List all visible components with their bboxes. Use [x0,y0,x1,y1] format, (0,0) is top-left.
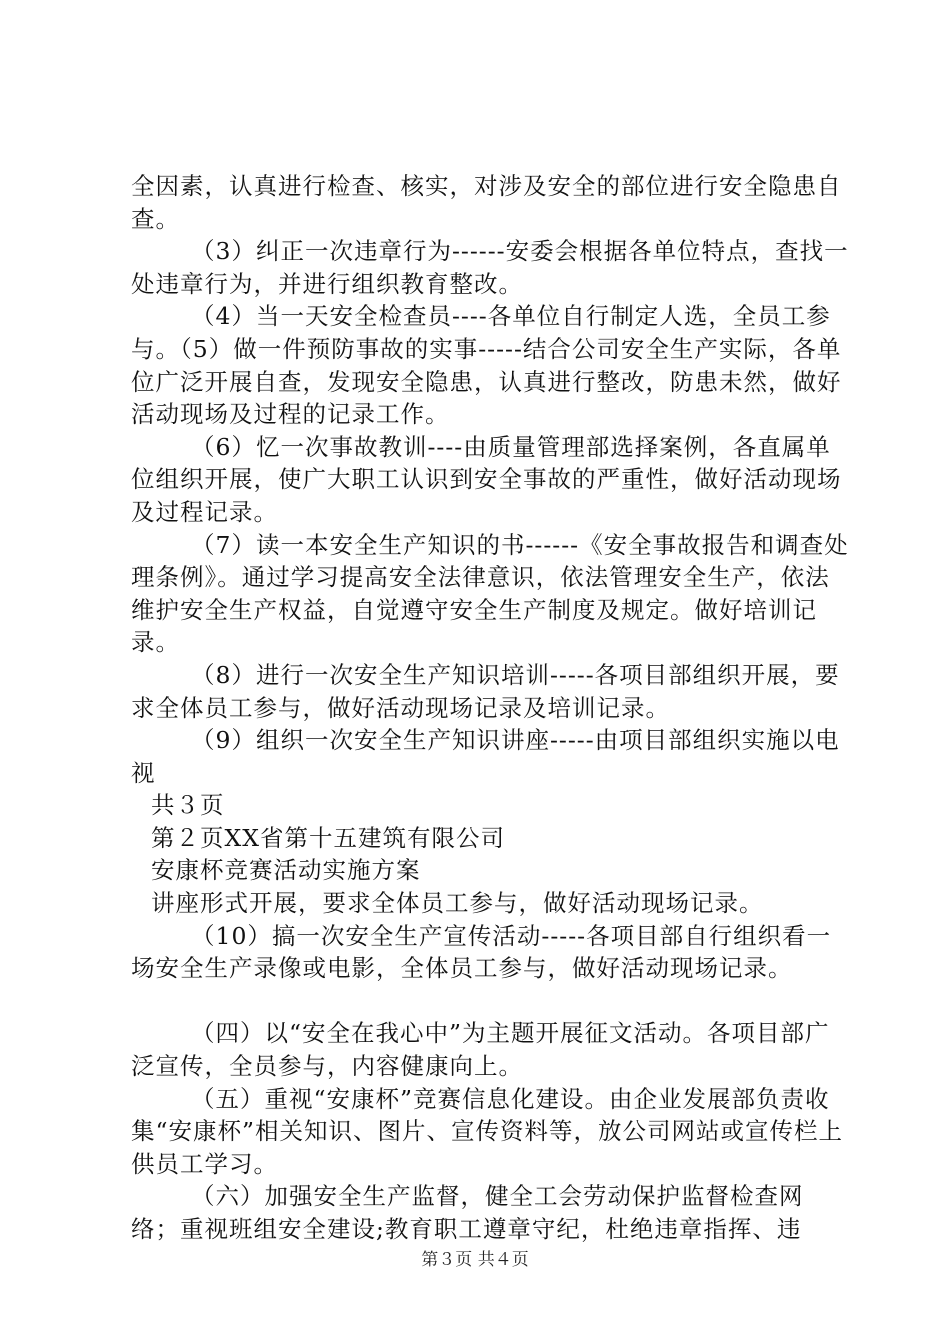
page-count-note: 共３页 [151,791,225,820]
paragraph-item-6: （6）忆一次事故教训----由质量管理部选择案例，各直属单位组织开展，使广大职工认识到安全事故的严重性，做好活动现场及过程记录。 [131,432,842,526]
paragraph-item-7: （7）读一本安全生产知识的书------《安全事故报告和调查处理条例》。通过学习提高安全法律意识，依法管理安全生产，依法维护安全生产权益，自觉遵守安全生产制度及规定。做好培训记录。 [131,530,849,657]
running-header-company: 第２页XX省第十五建筑有限公司 [151,823,505,852]
paragraph-section-6: （六）加强安全生产监督，健全工会劳动保护监督检查网络；重视班组安全建设;教育职工遵章守纪，杜绝违章指挥、违 [131,1182,804,1243]
paragraph-item-10: （10）搞一次安全生产宣传活动-----各项目部自行组织看一场安全生产录像或电影，全体员工参与，做好活动现场记录。 [131,921,832,983]
paragraph-item-9-continued: 讲座形式开展，要求全体员工参与，做好活动现场记录。 [151,889,764,918]
running-header-title: 安康杯竞赛活动实施方案 [151,856,421,885]
paragraph-item-3: （3）纠正一次违章行为------安委会根据各单位特点，查找一处违章行为，并进行组织教育整改。 [131,237,849,298]
paragraph-item-8: （8）进行一次安全生产知识培训-----各项目部组织开展，要求全体员工参与，做好活动现场记录及培训记录。 [131,660,840,722]
paragraph-item-4-5: （4）当一天安全检查员----各单位自行制定人选，全员工参与。（5）做一件预防事故的实事-----结合公司安全生产实际，各单位广泛开展自查，发现安全隐患，认真进行整改，防患未然，做好活动现场及过程的记录工作。 [131,302,842,429]
blank-line [131,985,851,1018]
paragraph-continuation: 全因素，认真进行检查、核实，对涉及安全的部位进行安全隐患自查。 [131,172,842,233]
paragraph-item-9: （9）组织一次安全生产知识讲座-----由项目部组织实施以电视 [131,726,840,787]
paragraph-section-5: （五）重视“安康杯”竞赛信息化建设。由企业发展部负责收集“安康杯”相关知识、图片、宣传资料等，放公司网站或宣传栏上供员工学习。 [131,1084,844,1178]
paragraph-section-4: （四）以“安全在我心中”为主题开展征文活动。各项目部广泛宣传，全员参与，内容健康向上。 [131,1019,830,1081]
document-body [131,170,851,1246]
page-footer: 第３页 共４页 [421,1250,529,1270]
